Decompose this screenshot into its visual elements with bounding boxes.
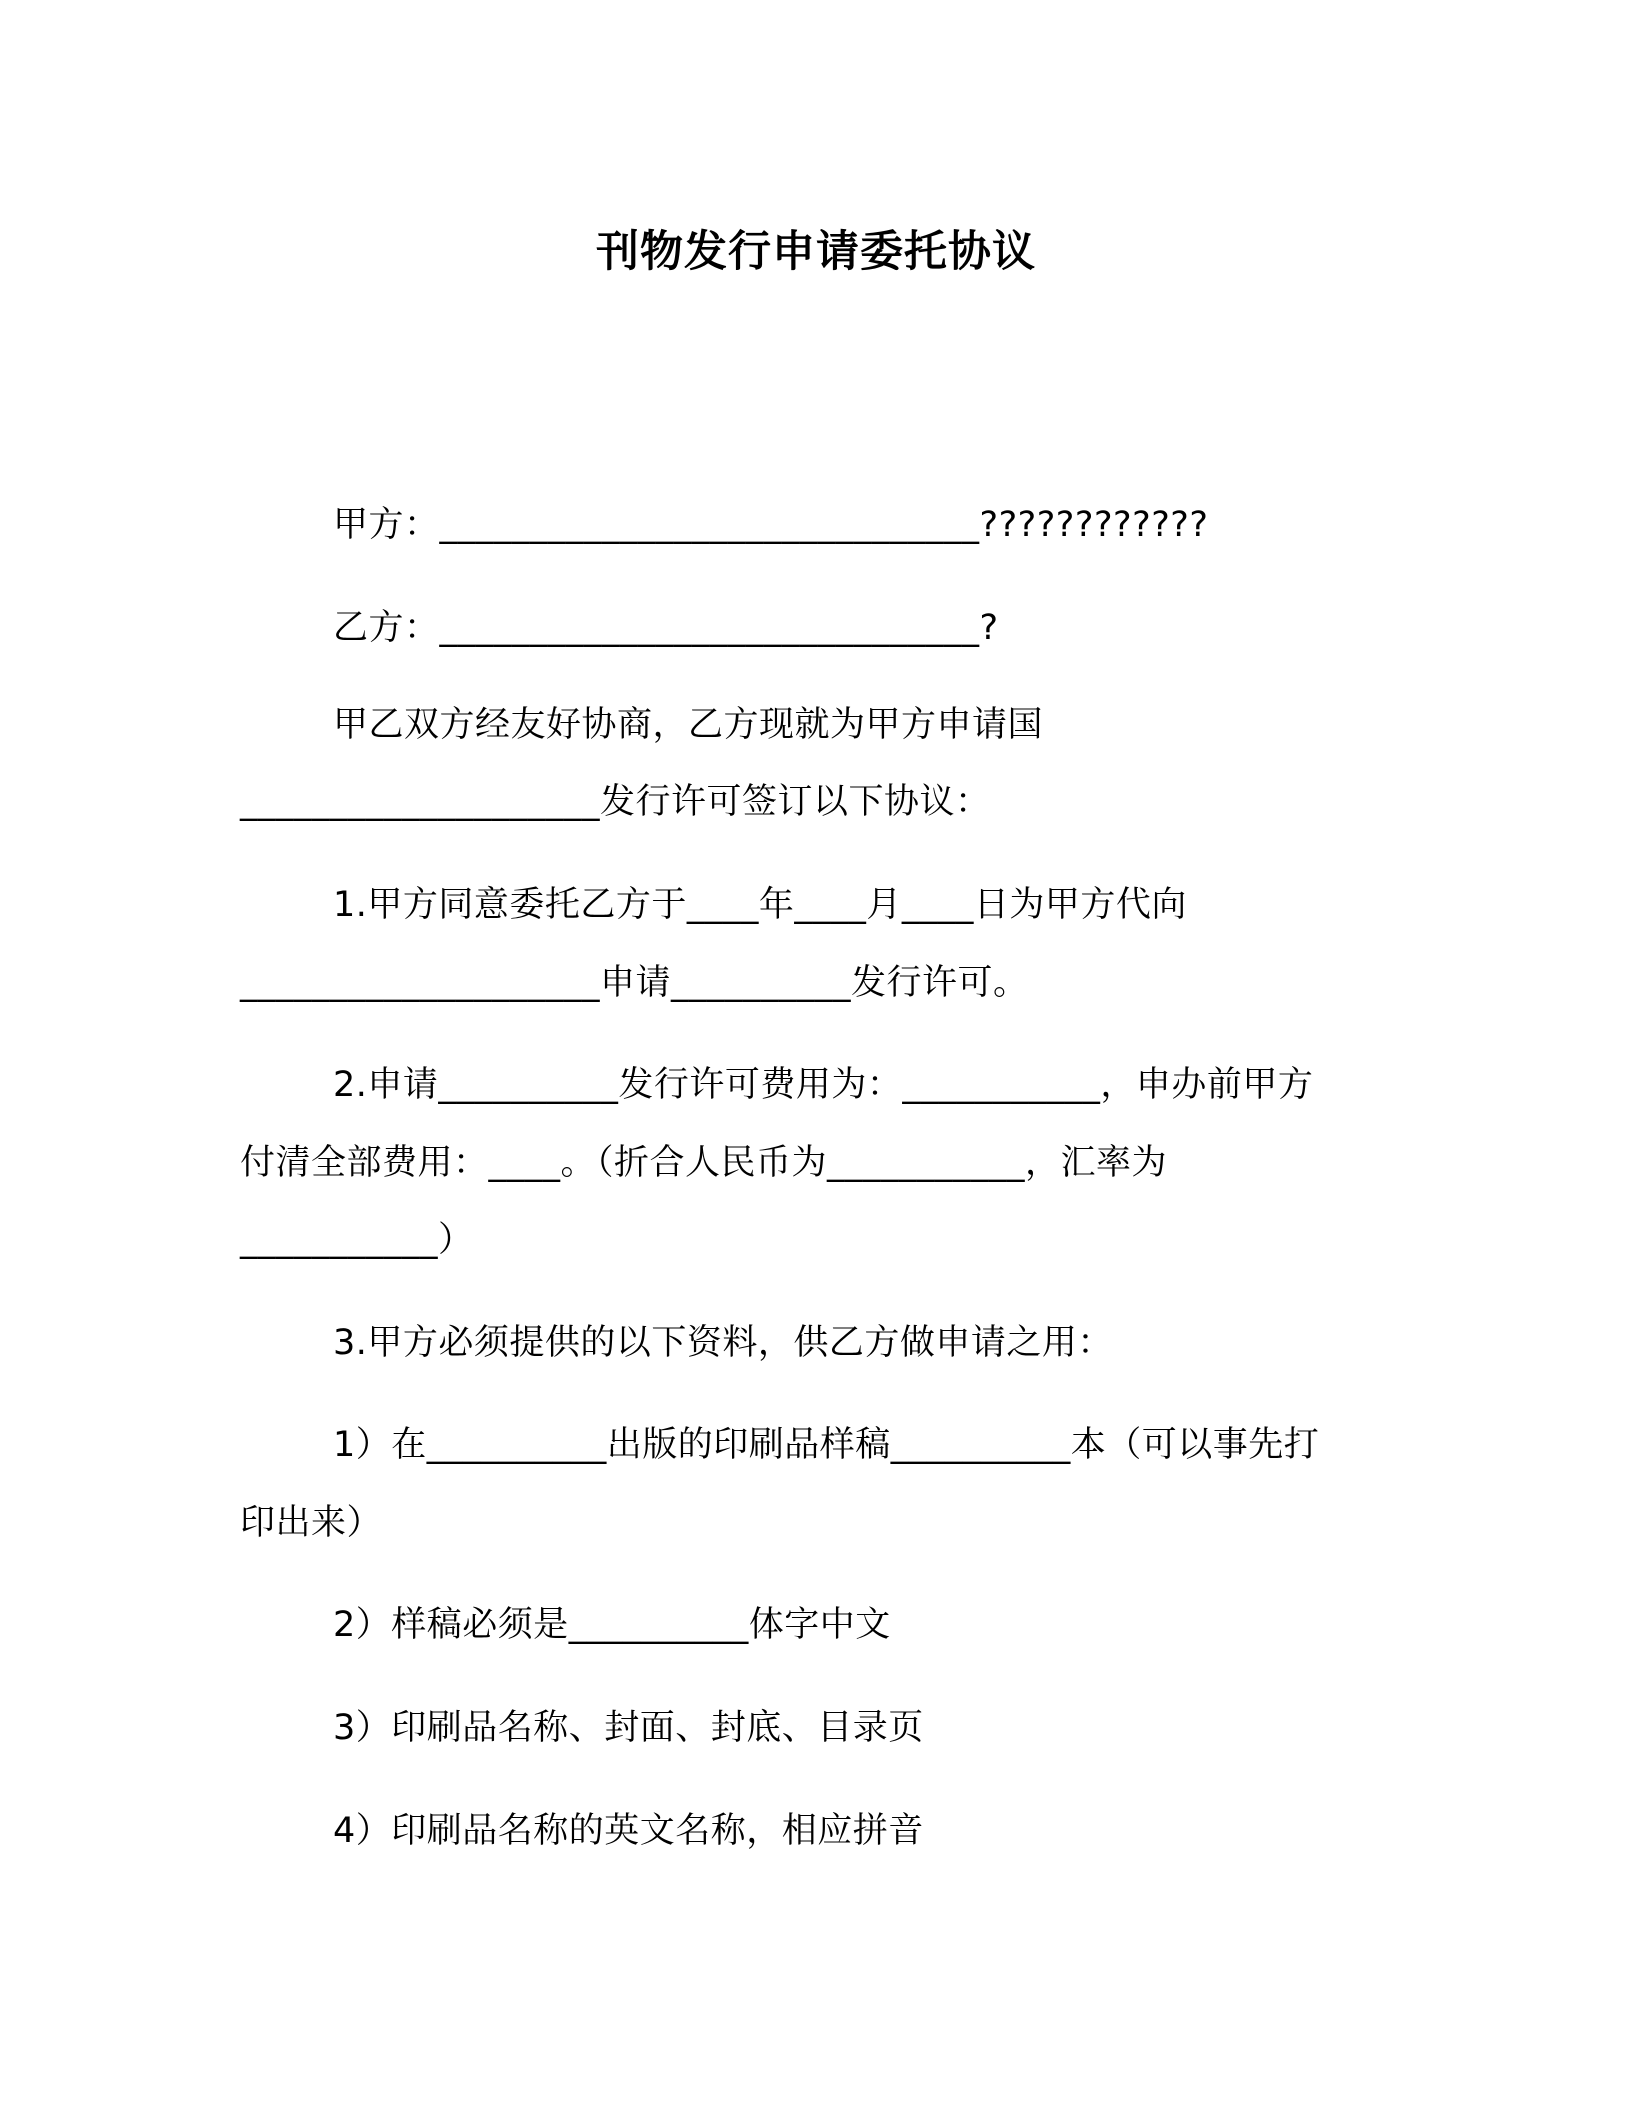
intro-paragraph-line-2: ____________________发行许可签订以下协议： [240,782,991,822]
party-b-line: 乙方：______________________________? [333,608,999,648]
intro-paragraph-line-1: 甲乙双方经友好协商，乙方现就为甲方申请国 [333,705,1044,745]
clause-1-line-2: ____________________申请__________发行许可。 [240,963,1029,1003]
item-3-line: 3）印刷品名称、封面、封底、目录页 [333,1708,924,1748]
clause-2-line-3: ___________） [240,1220,474,1260]
item-2-line: 2）样稿必须是__________体字中文 [333,1605,891,1645]
clause-2-line-2: 付清全部费用：____。（折合人民币为___________，汇率为 [240,1143,1168,1183]
clause-3-heading: 3.甲方必须提供的以下资料，供乙方做申请之用： [333,1323,1113,1363]
party-a-line: 甲方：______________________________???????????? [333,505,1209,545]
item-1-line-2: 印出来） [240,1503,383,1543]
item-4-line: 4）印刷品名称的英文名称，相应拼音 [333,1811,924,1851]
clause-2-line-1: 2.申请__________发行许可费用为：___________，申办前甲方 [333,1065,1314,1105]
document-title: 刊物发行申请委托协议 [596,227,1036,277]
item-1-line-1: 1）在__________出版的印刷品样稿__________本（可以事先打 [333,1425,1320,1465]
clause-1-line-1: 1.甲方同意委托乙方于____年____月____日为甲方代向 [333,885,1187,925]
